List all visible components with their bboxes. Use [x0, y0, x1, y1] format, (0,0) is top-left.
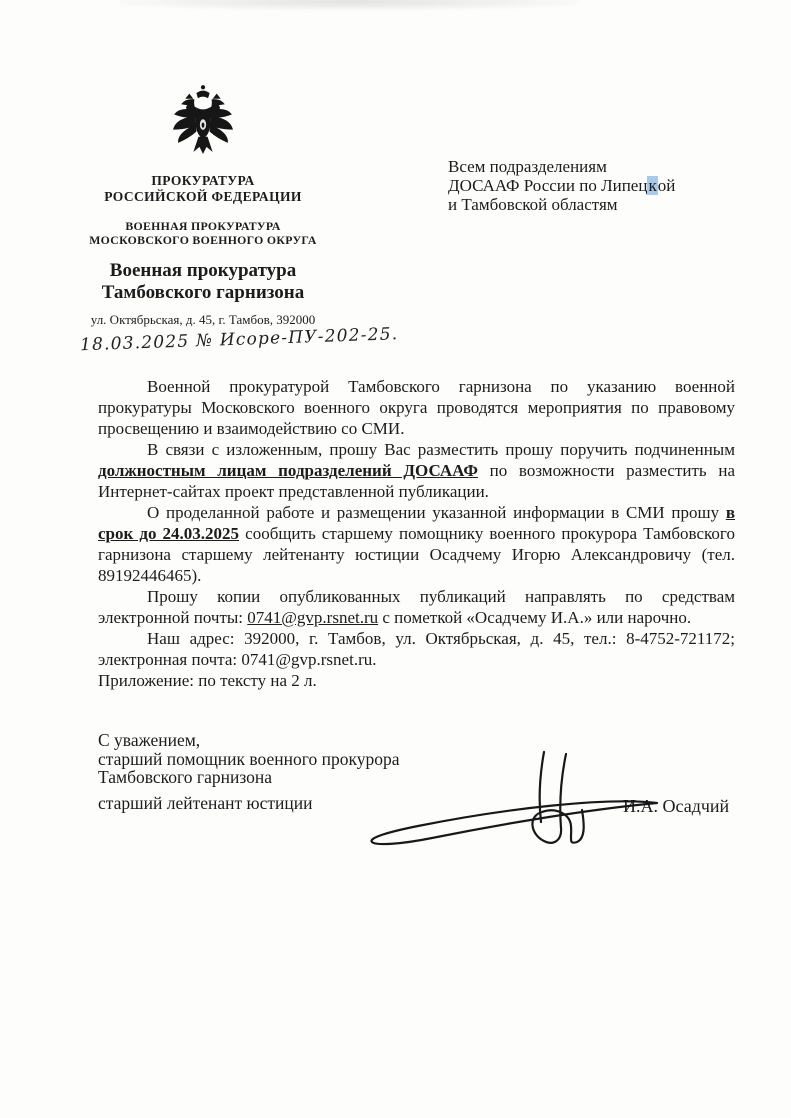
- signer-name: И.А. Осадчий: [623, 796, 730, 816]
- body-paragraph-4: [98, 586, 735, 628]
- addressee-line1: Всем подразделениям: [448, 157, 607, 176]
- handwritten-signature-icon: [358, 744, 663, 857]
- addressee-line3: и Тамбовской областям: [448, 195, 618, 214]
- paragraph-text: с пометкой «Осадчему И.А.» или нарочно.: [378, 608, 692, 627]
- paragraph-text: по возможности разместить на Интернет-сайтах проект представленной публикации.: [98, 461, 735, 501]
- paragraph-text: Военной прокуратурой Тамбовского гарнизона по указанию военной прокуратуры Московского военного округа проводятся мероприятия по правовому просвещению и взаимодействию со СМИ.: [98, 377, 735, 438]
- org-name-line2: РОССИЙСКОЙ ФЕДЕРАЦИИ: [104, 188, 302, 204]
- signer-rank: старший лейтенант юстиции: [98, 793, 313, 813]
- double-headed-eagle-coat-of-arms-icon: [172, 84, 234, 160]
- attachment-line: Приложение: по тексту на 2 л.: [98, 671, 317, 690]
- emphasized-text: должностным лицам подразделений ДОСААФ: [98, 461, 478, 480]
- unit-name-line2: Тамбовского гарнизона: [101, 282, 305, 304]
- addressee-line2-text: ДОСААФ России по Липец: [448, 176, 648, 195]
- scan-artifact-smudge: [120, 0, 580, 10]
- handwritten-date-and-number: 18.03.2025 № Исоре-ПУ-202-25.: [79, 324, 399, 356]
- paragraph-text: В связи с изложенным, прошу Вас разместить прошу поручить подчиненным: [147, 440, 735, 459]
- paragraph-text: Наш адрес: 392000, г. Тамбов, ул. Октябрьская, д. 45, тел.: 8-4752-721172; электронная почта: 0741@gvp.rsnet.ru.: [98, 629, 735, 669]
- body-paragraph-2: [98, 439, 735, 502]
- body-paragraph-5: [98, 628, 735, 670]
- addressee-block: [448, 157, 748, 214]
- paragraph-text: сообщить старшему помощнику военного прокурора Тамбовского гарнизона старшему лейтенанту юстиции Осадчему Игорю Александровичу (тел. 89192446465).: [98, 524, 735, 585]
- body-paragraph-3: [98, 502, 735, 586]
- letterhead: [78, 84, 399, 356]
- email-address: 0741@gvp.rsnet.ru: [247, 608, 379, 627]
- paragraph-text: Прошу копии опубликованных публикаций направлять по средствам электронной почты:: [98, 587, 735, 627]
- closing-line3: Тамбовского гарнизона: [98, 767, 273, 788]
- paragraph-text: О проделанной работе и размещении указанной информации в СМИ прошу: [147, 503, 726, 522]
- addressee-line2-tail: ой: [657, 176, 676, 195]
- division-line2: МОСКОВСКОГО ВОЕННОГО ОКРУГА: [89, 232, 317, 247]
- addressee-line2: [448, 176, 748, 195]
- division-line1: ВОЕННАЯ ПРОКУРАТУРА: [125, 218, 281, 233]
- highlight-mark: к: [648, 176, 657, 195]
- letter-body: [98, 376, 735, 691]
- body-paragraph-1: [98, 376, 735, 439]
- deadline-text: в срок до 24.03.2025: [98, 503, 735, 543]
- closing-line1: С уважением,: [98, 730, 201, 750]
- closing-block: [98, 731, 400, 787]
- closing-line2: старший помощник военного прокурора: [98, 748, 400, 769]
- org-name-line1: ПРОКУРАТУРА: [151, 172, 255, 188]
- letterhead-address: ул. Октябрьская, д. 45, г. Тамбов, 392000: [90, 312, 316, 328]
- unit-name-line1: Военная прокуратура: [109, 259, 297, 281]
